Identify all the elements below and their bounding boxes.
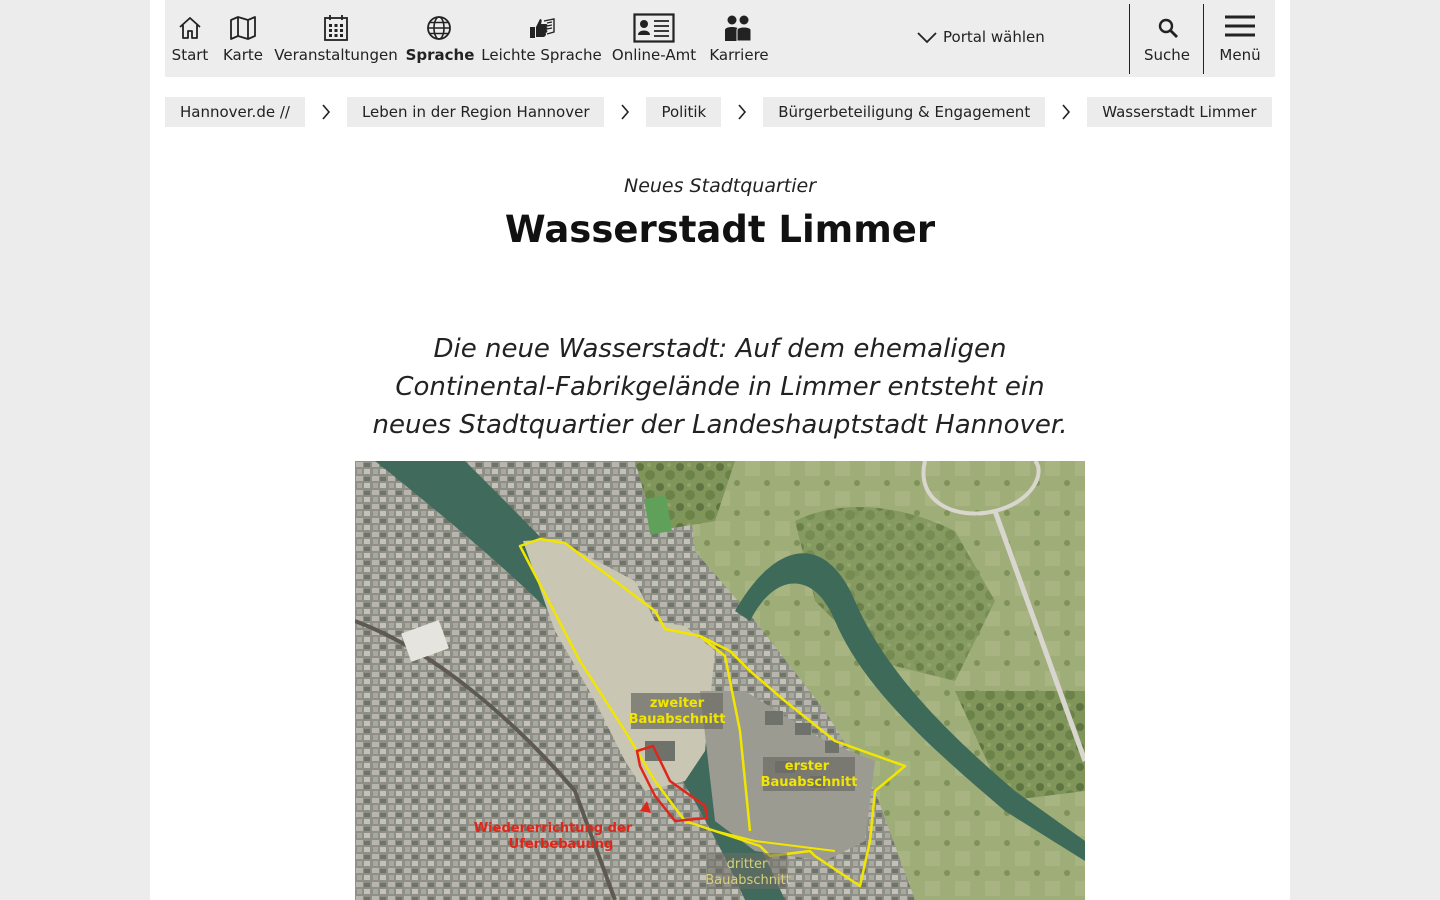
nav-item-karte[interactable] <box>223 0 263 77</box>
nav-label: Online-Amt <box>611 46 697 64</box>
search-label: Suche <box>1144 46 1191 64</box>
article-lead: Die neue Wasserstadt: Auf dem ehemaligen Continental-Fabrikgelände in Limmer entsteht ein neues Stadtquartier der Landeshauptstadt Hannover. <box>372 334 1068 440</box>
map-label-third-2: Bauabschnitt <box>705 873 791 888</box>
nav-label: Sprache <box>405 46 475 64</box>
nav-item-veranstaltungen[interactable] <box>274 0 398 77</box>
nav-label: Veranstaltungen <box>274 46 398 64</box>
chevron-down-icon <box>917 30 937 44</box>
map-label-red-1: Wiedererrichtung der <box>473 821 633 836</box>
map-label-second-2: Bauabschnitt <box>628 712 726 727</box>
people-icon <box>723 14 753 42</box>
nav-item-start[interactable] <box>173 0 207 77</box>
home-icon <box>177 14 203 42</box>
breadcrumb-item[interactable]: Hannover.de // <box>165 97 305 127</box>
portal-select-label: Portal wählen <box>943 28 1045 46</box>
page-container <box>150 0 1290 900</box>
divider <box>1203 4 1204 74</box>
menu-button[interactable] <box>1218 0 1262 77</box>
search-button[interactable] <box>1145 0 1189 77</box>
breadcrumb-item[interactable]: Bürgerbeteiligung & Engagement <box>763 97 1045 127</box>
map-icon <box>229 14 257 42</box>
nav-item-leichte-sprache[interactable] <box>481 0 602 77</box>
map-label-first-1: erster <box>784 759 830 774</box>
divider <box>1129 4 1130 74</box>
aerial-map-image <box>355 461 1085 900</box>
menu-label: Menü <box>1219 46 1261 64</box>
id-card-icon <box>633 14 675 42</box>
map-label-third-1: dritter <box>726 857 768 872</box>
search-icon <box>1157 14 1179 42</box>
breadcrumb-item[interactable]: Politik <box>646 97 721 127</box>
page-title: Wasserstadt Limmer <box>504 208 936 251</box>
map-label-second-1: zweiter <box>649 696 705 711</box>
chevron-right-icon <box>1045 97 1087 127</box>
article-kicker: Neues Stadtquartier <box>623 175 817 197</box>
nav-item-sprache[interactable] <box>405 0 475 77</box>
map-label-first-2: Bauabschnitt <box>760 775 858 790</box>
calendar-icon <box>323 14 349 42</box>
portal-select[interactable] <box>917 28 1045 46</box>
map-label-red-2: Uferbebauung <box>508 837 614 852</box>
breadcrumb-item[interactable]: Leben in der Region Hannover <box>347 97 605 127</box>
nav-label: Leichte Sprache <box>481 46 602 64</box>
nav-label: Karte <box>222 46 264 64</box>
nav-label: Karriere <box>709 46 769 64</box>
nav-item-online-amt[interactable] <box>612 0 696 77</box>
chevron-right-icon <box>305 97 347 127</box>
globe-icon <box>426 14 452 42</box>
easy-language-icon <box>528 14 556 42</box>
breadcrumb <box>165 97 1272 127</box>
breadcrumb-item-current[interactable]: Wasserstadt Limmer <box>1087 97 1271 127</box>
top-navigation-bar <box>165 0 1275 77</box>
chevron-right-icon <box>721 97 763 127</box>
nav-label: Start <box>171 46 209 64</box>
chevron-right-icon <box>604 97 646 127</box>
nav-item-karriere[interactable] <box>709 0 769 77</box>
hamburger-menu-icon <box>1223 12 1257 40</box>
